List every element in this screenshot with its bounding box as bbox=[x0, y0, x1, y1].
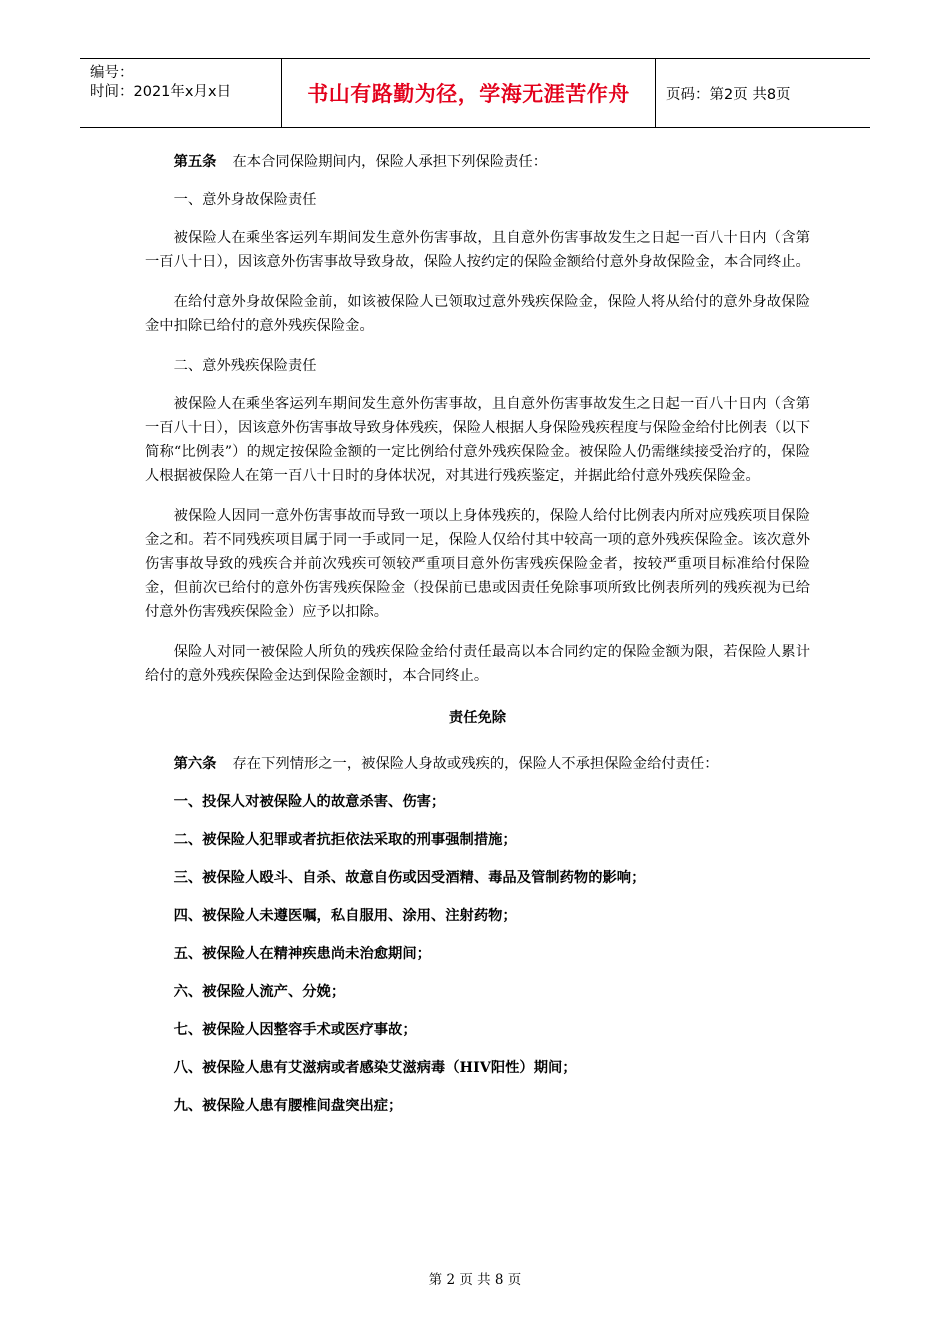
article-6-text: 存在下列情形之一，被保险人身故或残疾的，保险人不承担保险金给付责任： bbox=[232, 756, 719, 772]
article-5-label: 第五条 bbox=[173, 154, 217, 170]
exclusion-item: 二、被保险人犯罪或者抗拒依法采取的刑事强制措施； bbox=[173, 832, 517, 848]
exclusion-item: 九、被保险人患有腰椎间盘突出症； bbox=[173, 1098, 403, 1114]
paragraph: 在给付意外身故保险金前，如该被保险人已领取过意外残疾保险金，保险人将从给付的意外身故保险金中扣除已给付的意外残疾保险金。 bbox=[145, 294, 810, 334]
exclusions-heading: 责任免除 bbox=[448, 710, 507, 726]
article-6-label: 第六条 bbox=[173, 756, 217, 772]
exclusion-item: 五、被保险人在精神疾患尚未治愈期间； bbox=[173, 946, 431, 962]
exclusion-item: 八、被保险人患有艾滋病或者感染艾滋病毒（HIV阳性）期间； bbox=[173, 1060, 577, 1076]
section-disability-title: 二、意外残疾保险责任 bbox=[173, 358, 317, 374]
page-footer: 第 2 页 共 8 页 bbox=[428, 1272, 522, 1288]
header-meta bbox=[80, 59, 282, 127]
exclusion-item: 一、投保人对被保险人的故意杀害、伤害； bbox=[173, 794, 446, 810]
exclusion-item: 四、被保险人未遵医嘱，私自服用、涂用、注射药物； bbox=[173, 908, 517, 924]
paragraph: 被保险人因同一意外伤害事故而导致一项以上身体残疾的，保险人给付比例表内所对应残疾项目保险金之和。若不同残疾项目属于同一手或同一足，保险人仅给付其中较高一项的意外残疾保险金。该次意外伤害事故导致的残疾合并前次残疾可领较严重项目意外伤害残疾保险金者，按较严重项目标准给付保险金，但前次已给付的意外伤害残疾保险金（投保前已患或因责任免除事项所致比例表所列的残疾视为已给付意外伤害残疾保险金）应予以扣除。 bbox=[145, 508, 810, 620]
exclusion-item: 六、被保险人流产、分娩； bbox=[173, 984, 346, 1000]
document-number-label: 编号： bbox=[90, 65, 134, 81]
page-header bbox=[80, 58, 870, 128]
exclusion-item: 七、被保险人因整容手术或医疗事故； bbox=[173, 1022, 417, 1038]
header-motto: 书山有路勤为径，学海无涯苦作舟 bbox=[282, 59, 656, 127]
paragraph: 被保险人在乘坐客运列车期间发生意外伤害事故，且自意外伤害事故发生之日起一百八十日内（含第一百八十日），因该意外伤害事故导致身体残疾，保险人根据人身保险残疾程度与保险金给付比例表（以下简称“比例表”）的规定按保险金额的一定比例给付意外残疾保险金。被保险人仍需继续接受治疗的，保险人根据被保险人在第一百八十日时的身体状况，对其进行残疾鉴定，并据此给付意外残疾保险金。 bbox=[145, 396, 810, 484]
exclusion-item: 三、被保险人殴斗、自杀、故意自伤或因受酒精、毒品及管制药物的影响； bbox=[173, 870, 646, 886]
article-6-intro bbox=[145, 752, 810, 776]
article-5-text: 在本合同保险期间内，保险人承担下列保险责任： bbox=[232, 154, 548, 170]
header-page-info: 页码：第2页 共8页 bbox=[666, 86, 791, 103]
document-body bbox=[145, 150, 810, 1132]
section-accidental-death-title: 一、意外身故保险责任 bbox=[173, 192, 317, 208]
document-time: 时间：2021年x月x日 bbox=[90, 84, 232, 100]
paragraph: 保险人对同一被保险人所负的残疾保险金给付责任最高以本合同约定的保险金额为限，若保险人累计给付的意外残疾保险金达到保险金额时，本合同终止。 bbox=[145, 644, 810, 684]
article-5-intro bbox=[145, 150, 810, 174]
paragraph: 被保险人在乘坐客运列车期间发生意外伤害事故，且自意外伤害事故发生之日起一百八十日内（含第一百八十日），因该意外伤害事故导致身故，保险人按约定的保险金额给付意外身故保险金，本合同终止。 bbox=[145, 230, 810, 270]
